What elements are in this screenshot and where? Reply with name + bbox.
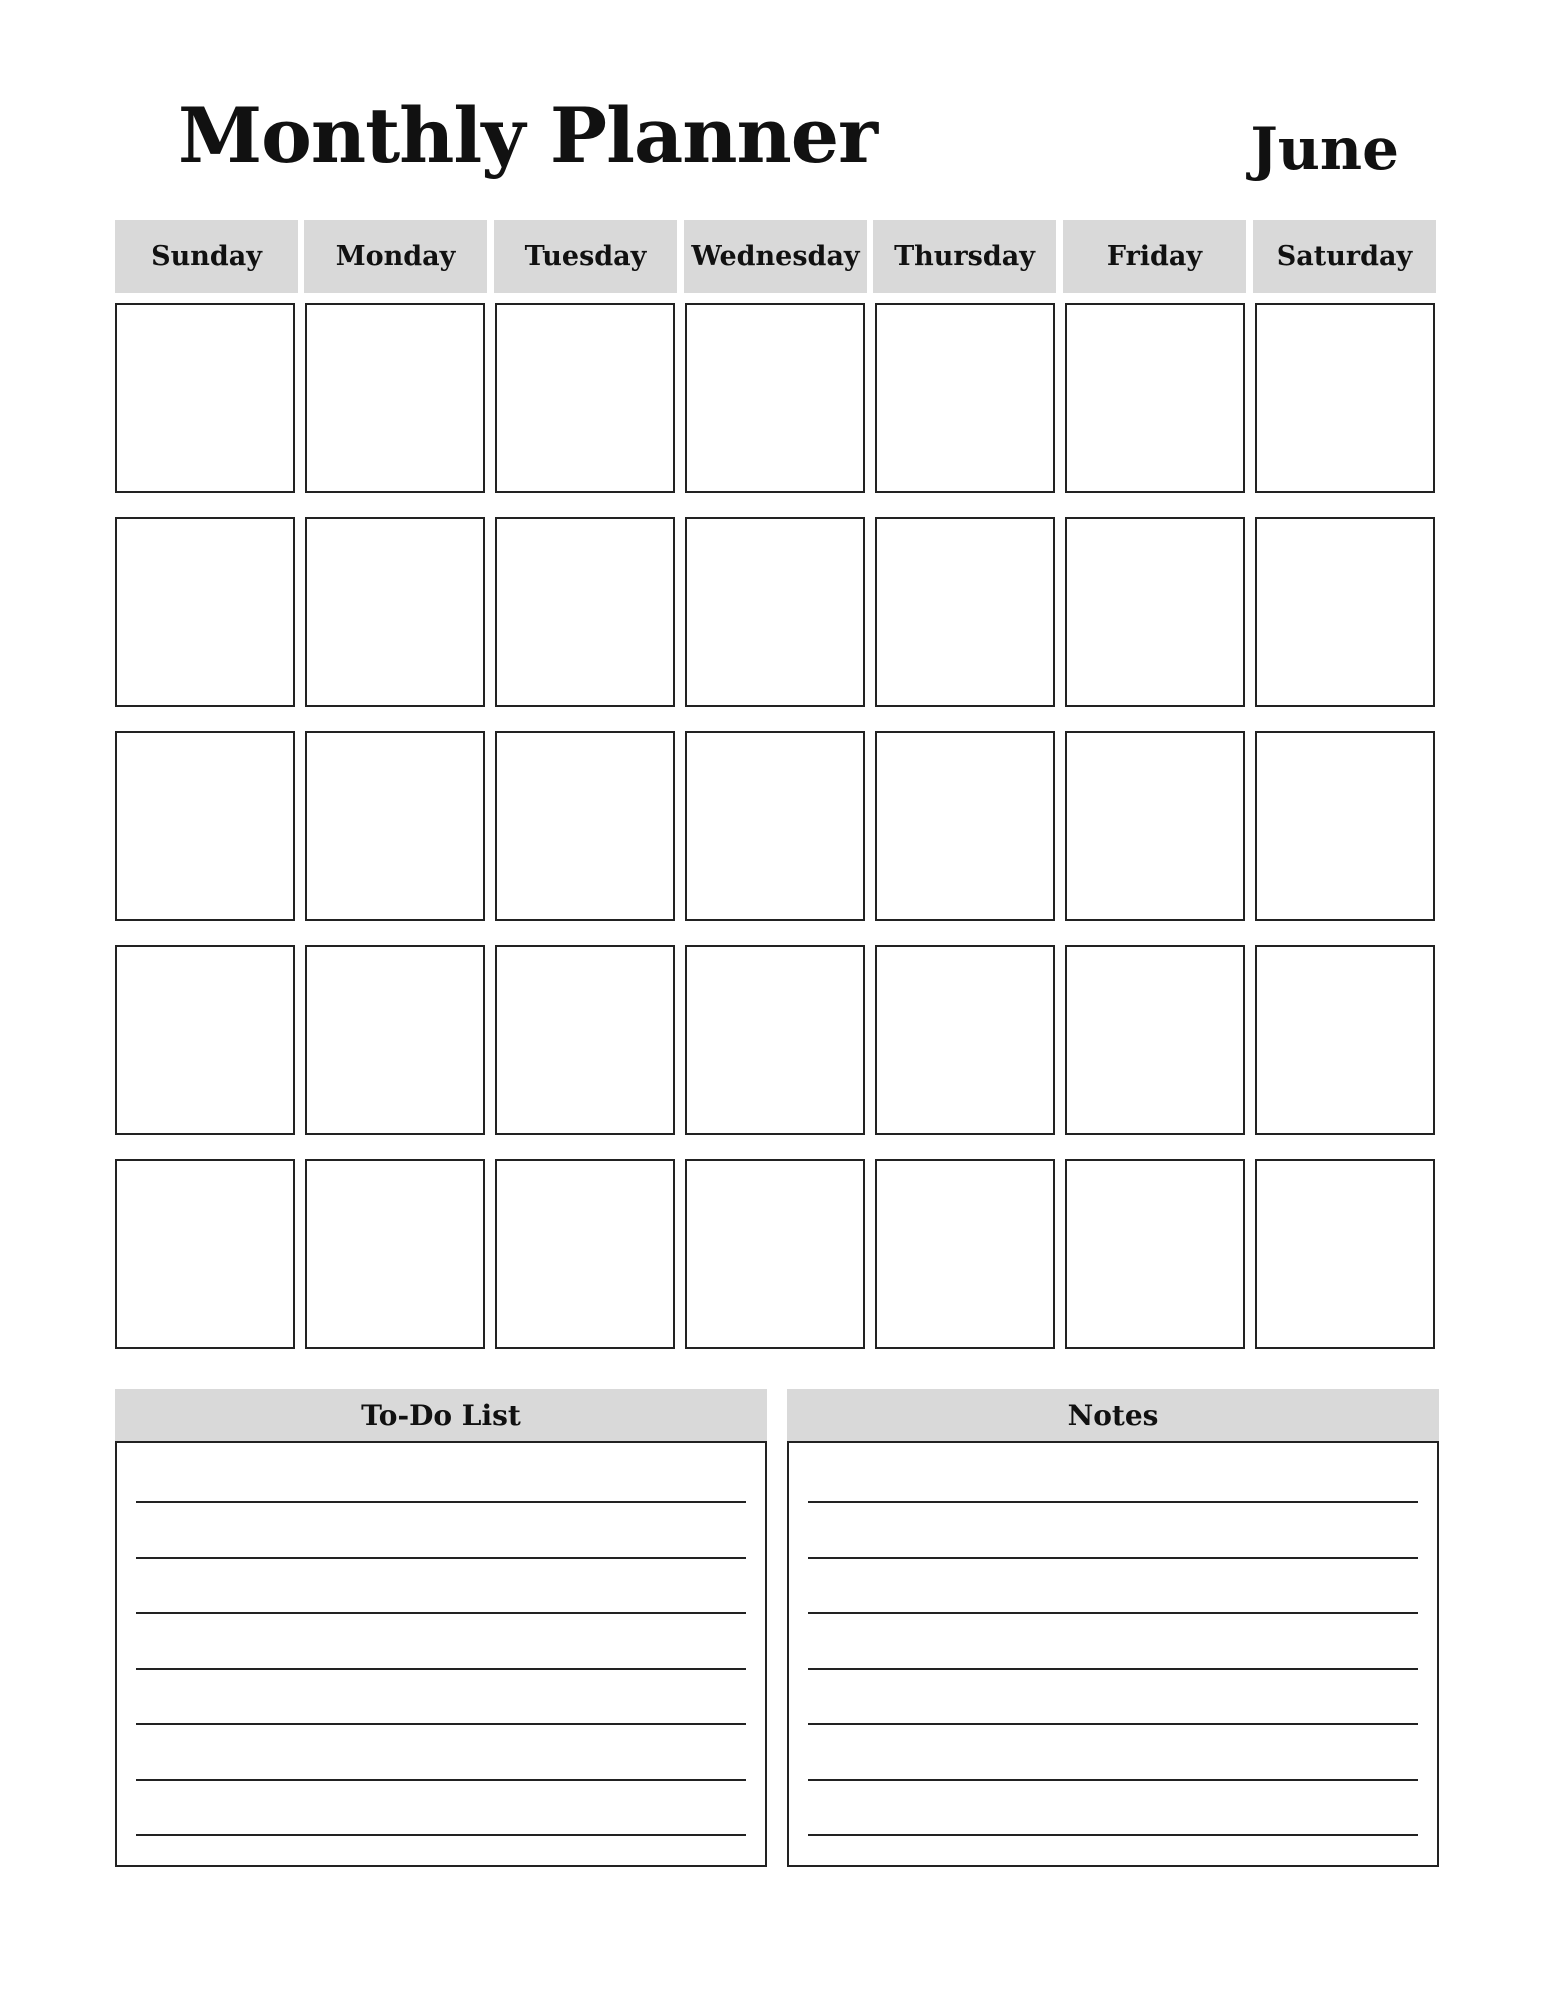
todo-line[interactable] [136,1723,746,1725]
day-cell[interactable] [685,517,865,707]
notes-line[interactable] [808,1723,1418,1725]
day-cell[interactable] [495,517,675,707]
weekday-header-thursday: Thursday [873,220,1056,293]
todo-line[interactable] [136,1834,746,1836]
notes-line[interactable] [808,1557,1418,1559]
weekday-header-monday: Monday [304,220,487,293]
weekday-header-friday: Friday [1063,220,1246,293]
day-cell[interactable] [685,731,865,921]
day-cell[interactable] [495,303,675,493]
weekday-header-wednesday: Wednesday [684,220,867,293]
day-cell[interactable] [875,731,1055,921]
notes-line[interactable] [808,1668,1418,1670]
planner-title: Monthly Planner [178,91,878,180]
day-cell[interactable] [1255,517,1435,707]
day-cell[interactable] [685,1159,865,1349]
month-label: June [1250,115,1399,183]
day-cell[interactable] [495,945,675,1135]
day-cell[interactable] [685,303,865,493]
day-cell[interactable] [1065,517,1245,707]
todo-line[interactable] [136,1779,746,1781]
notes-line[interactable] [808,1612,1418,1614]
notes-line[interactable] [808,1501,1418,1503]
todo-list-box [115,1443,767,1867]
weekday-header-sunday: Sunday [115,220,298,293]
day-cell[interactable] [1255,1159,1435,1349]
day-cell[interactable] [1065,303,1245,493]
notes-line[interactable] [808,1834,1418,1836]
day-cell[interactable] [495,731,675,921]
day-cell[interactable] [875,945,1055,1135]
weekday-header-tuesday: Tuesday [494,220,677,293]
day-cell[interactable] [115,945,295,1135]
todo-line[interactable] [136,1501,746,1503]
day-cell[interactable] [305,731,485,921]
day-cell[interactable] [495,1159,675,1349]
day-cell[interactable] [1255,303,1435,493]
day-cell[interactable] [305,945,485,1135]
todo-line[interactable] [136,1612,746,1614]
day-cell[interactable] [115,303,295,493]
todo-line[interactable] [136,1668,746,1670]
day-cell[interactable] [115,1159,295,1349]
day-cell[interactable] [685,945,865,1135]
day-cell[interactable] [1255,945,1435,1135]
notes-header: Notes [787,1389,1439,1443]
todo-line[interactable] [136,1557,746,1559]
day-cell[interactable] [305,303,485,493]
day-cell[interactable] [305,517,485,707]
day-cell[interactable] [1065,731,1245,921]
day-cell[interactable] [115,731,295,921]
day-cell[interactable] [1255,731,1435,921]
day-cell[interactable] [875,517,1055,707]
day-cell[interactable] [875,1159,1055,1349]
notes-line[interactable] [808,1779,1418,1781]
notes-box [787,1443,1439,1867]
day-cell[interactable] [115,517,295,707]
day-cell[interactable] [1065,945,1245,1135]
day-cell[interactable] [305,1159,485,1349]
day-cell[interactable] [1065,1159,1245,1349]
day-cell[interactable] [875,303,1055,493]
todo-list-header: To-Do List [115,1389,767,1443]
weekday-header-saturday: Saturday [1253,220,1436,293]
